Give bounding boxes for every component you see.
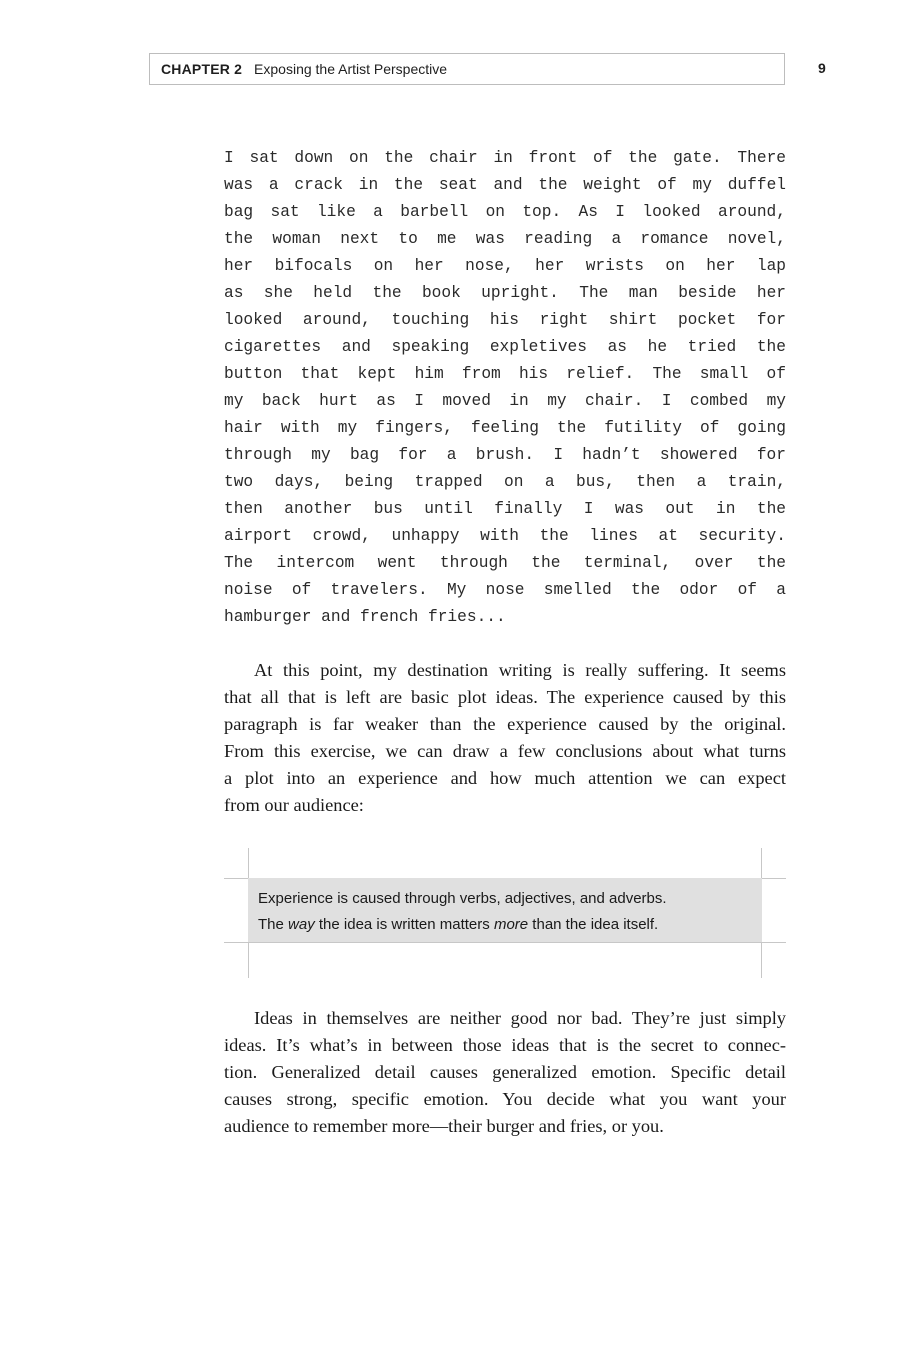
callout-text: than the idea itself.: [528, 916, 659, 933]
excerpt-line: button that kept him from his relief. The small of: [224, 365, 786, 383]
excerpt-line: bag sat like a barbell on top. As I looked around,: [224, 203, 786, 221]
chapter-label: CHAPTER 2: [161, 61, 243, 77]
excerpt-line: airport crowd, unhappy with the lines at security.: [224, 527, 786, 545]
excerpt-line: hamburger and french fries...: [224, 608, 506, 626]
callout-box: [248, 878, 762, 942]
paragraph-line: tion. Generalized detail causes generalized emotion. Specific detail: [224, 1062, 786, 1082]
paragraph-line: audience to remember more—their burger and fries, or you.: [224, 1116, 664, 1136]
excerpt-line: looked around, touching his right shirt pocket for: [224, 311, 786, 329]
excerpt-line: as she held the book upright. The man beside her: [224, 284, 786, 302]
callout-text: The: [258, 916, 289, 933]
paragraph-line: Ideas in themselves are neither good nor bad. They’re just simply: [254, 1008, 786, 1028]
callout-line-1: Experience is caused through verbs, adjectives, and adverbs.: [258, 890, 667, 907]
excerpt-line: two days, being trapped on a bus, then a train,: [224, 473, 786, 491]
callout-line-2: [258, 912, 752, 938]
excerpt-line: the woman next to me was reading a romance novel,: [224, 230, 786, 248]
excerpt-line: was a crack in the seat and the weight of my duffel: [224, 176, 786, 194]
excerpt-line: cigarettes and speaking expletives as he tried the: [224, 338, 786, 356]
excerpt-line: I sat down on the chair in front of the gate. There: [224, 149, 786, 167]
paragraph-line: from our audience:: [224, 795, 364, 815]
excerpt-line: through my bag for a brush. I hadn’t showered for: [224, 446, 786, 464]
monospace-excerpt: [224, 145, 786, 631]
page-number: 9: [818, 60, 826, 76]
running-header: [149, 53, 785, 85]
paragraph-line: paragraph is far weaker than the experience caused by the original.: [224, 714, 786, 734]
body-paragraph-2: [224, 1005, 786, 1140]
callout: [224, 848, 786, 978]
paragraph-line: a plot into an experience and how much attention we can expect: [224, 768, 786, 788]
excerpt-line: The intercom went through the terminal, over the: [224, 554, 786, 572]
paragraph-line: causes strong, specific emotion. You decide what you want your: [224, 1089, 786, 1109]
body-paragraph-1: [224, 657, 786, 819]
excerpt-line: hair with my fingers, feeling the futility of going: [224, 419, 786, 437]
callout-text: the idea is written matters: [314, 916, 494, 933]
paragraph-line: From this exercise, we can draw a few conclusions about what turns: [224, 741, 786, 761]
excerpt-line: my back hurt as I moved in my chair. I combed my: [224, 392, 786, 410]
excerpt-line: her bifocals on her nose, her wrists on her lap: [224, 257, 786, 275]
chapter-title: Exposing the Artist Perspective: [254, 61, 448, 77]
excerpt-line: noise of travelers. My nose smelled the odor of a: [224, 581, 786, 599]
paragraph-line: ideas. It’s what’s in between those ideas that is the secret to connec-: [224, 1035, 786, 1055]
emphasis-way: way: [288, 916, 315, 933]
emphasis-more: more: [493, 916, 529, 933]
paragraph-line: that all that is left are basic plot ideas. The experience caused by this: [224, 687, 786, 707]
paragraph-line: At this point, my destination writing is really suffering. It seems: [254, 660, 786, 680]
excerpt-line: then another bus until finally I was out in the: [224, 500, 786, 518]
crop-rule: [224, 942, 786, 943]
